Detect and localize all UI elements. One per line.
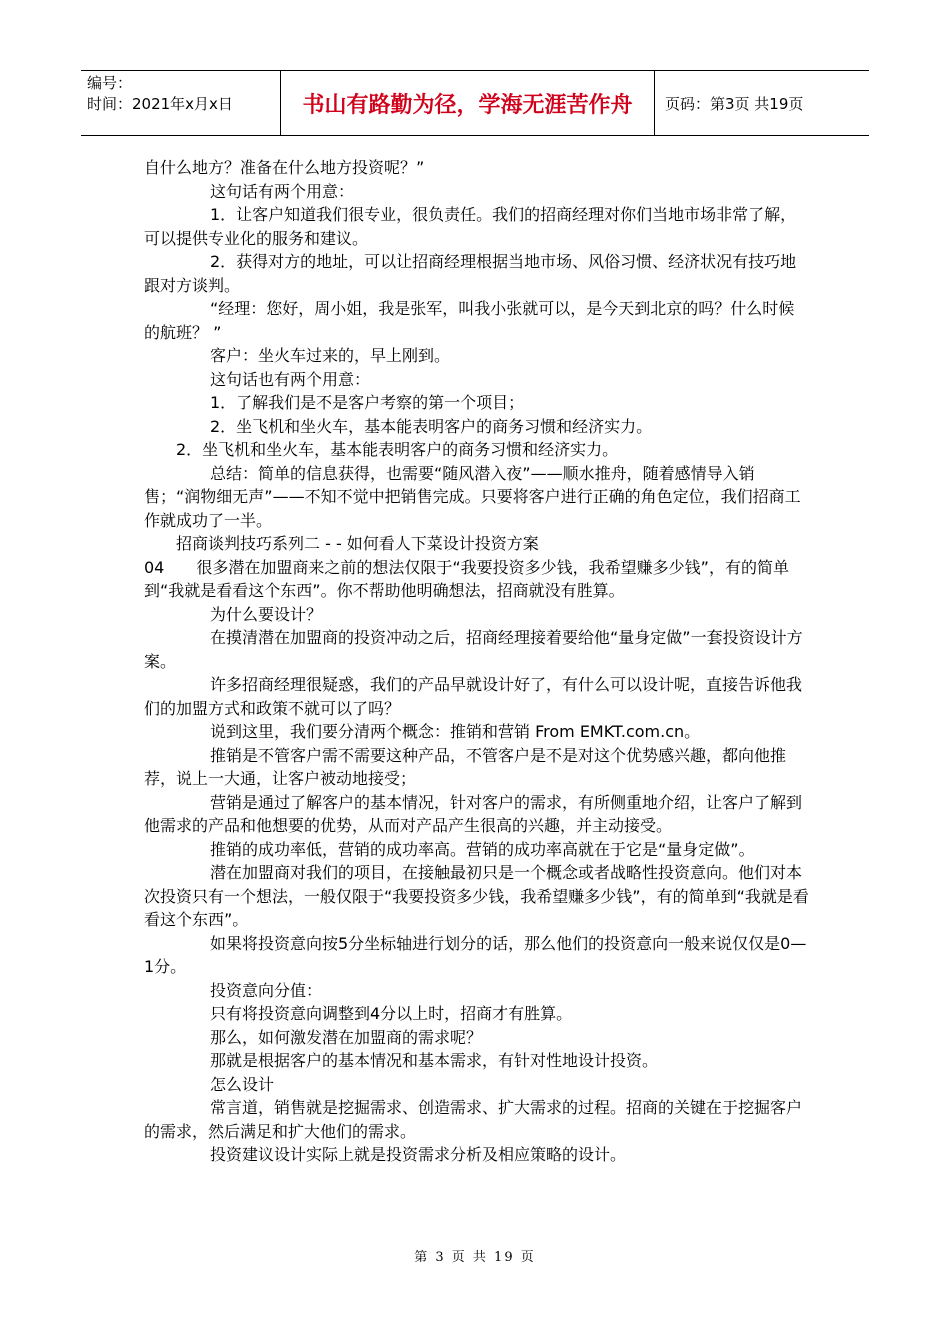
paragraph: 自什么地方？准备在什么地方投资呢？”: [144, 158, 425, 177]
header-meta: [81, 71, 281, 135]
number-label: 编号：: [87, 74, 133, 92]
paragraph: 投资建议设计实际上就是投资需求分析及相应策略的设计。: [210, 1145, 627, 1164]
paragraph: “经理：您好，周小姐，我是张军，叫我小张就可以，是今天到北京的吗？什么时候的航班？ ”: [144, 299, 795, 342]
paragraph: 2．坐飞机和坐火车，基本能表明客户的商务习惯和经济实力。: [176, 440, 619, 459]
paragraph: 常言道，销售就是挖掘需求、创造需求、扩大需求的过程。招商的关键在于挖掘客户的需求，然后满足和扩大他们的需求。: [144, 1098, 803, 1141]
paragraph: 投资意向分值：: [210, 980, 323, 1000]
paragraph: 在摸清潜在加盟商的投资冲动之后，招商经理接着要给他“量身定做”一套投资设计方案。: [144, 628, 803, 671]
paragraph: 这句话也有两个用意：: [210, 369, 371, 389]
paragraph: 说到这里，我们要分清两个概念：推销和营销 From EMKT.com.cn。: [210, 722, 701, 741]
paragraph: 1．了解我们是不是客户考察的第一个项目；: [210, 393, 525, 412]
time-label: 时间：2021年x月x日: [87, 95, 233, 113]
paragraph: 总结：简单的信息获得，也需要“随风潜入夜”——顺水推舟，随着感情导入销售；“润物细无声”——不知不觉中把销售完成。只要将客户进行正确的角色定位，我们招商工作就成功了一半。: [144, 463, 801, 530]
paragraph: 04 很多潜在加盟商来之前的想法仅限于“我要投资多少钱，我希望赚多少钱”，有的简单到“我就是看看这个东西”。你不帮助他明确想法，招商就没有胜算。: [144, 557, 789, 600]
header-motto: 书山有路勤为径，学海无涯苦作舟: [281, 71, 655, 135]
paragraph: 招商谈判技巧系列二 - - 如何看人下菜设计投资方案: [176, 534, 539, 553]
paragraph: 这句话有两个用意：: [210, 181, 355, 201]
paragraph: 只有将投资意向调整到4分以上时，招商才有胜算。: [210, 1004, 573, 1023]
paragraph: 2．坐飞机和坐火车，基本能表明客户的商务习惯和经济实力。: [210, 416, 653, 436]
paragraph: 为什么要设计？: [210, 604, 323, 624]
paragraph: 许多招商经理很疑惑，我们的产品早就设计好了，有什么可以设计呢，直接告诉他我们的加盟方式和政策不就可以了吗？: [144, 675, 803, 718]
paragraph: 2．获得对方的地址，可以让招商经理根据当地市场、风俗习惯、经济状况有技巧地跟对方谈判。: [144, 252, 797, 295]
paragraph: 那就是根据客户的基本情况和基本需求，有针对性地设计投资。: [210, 1051, 659, 1070]
paragraph: 客户：坐火车过来的，早上刚到。: [210, 346, 451, 365]
paragraph: 推销是不管客户需不需要这种产品，不管客户是不是对这个优势感兴趣，都向他推荐，说上一大通，让客户被动地接受；: [144, 745, 787, 788]
document-body: [144, 156, 810, 1167]
paragraph: 如果将投资意向按5分坐标轴进行划分的话，那么他们的投资意向一般来说仅仅是0—1分。: [144, 933, 807, 976]
header-page-code: 页码：第3页 共19页: [665, 94, 804, 113]
paragraph: 营销是通过了解客户的基本情况，针对客户的需求，有所侧重地介绍，让客户了解到他需求的产品和他想要的优势，从而对产品产生很高的兴趣，并主动接受。: [144, 792, 803, 835]
paragraph: 推销的成功率低，营销的成功率高。营销的成功率高就在于它是“量身定做”。: [210, 839, 755, 859]
paragraph: 怎么设计: [210, 1074, 275, 1094]
page-header: [81, 70, 869, 136]
paragraph: 潜在加盟商对我们的项目，在接触最初只是一个概念或者战略性投资意向。他们对本次投资只有一个想法，一般仅限于“我要投资多少钱，我希望赚多少钱”，有的简单到“我就是看看这个东西”。: [144, 863, 809, 929]
paragraph: 1．让客户知道我们很专业，很负责任。我们的招商经理对你们当地市场非常了解，可以提供专业化的服务和建议。: [144, 205, 797, 248]
paragraph: 那么，如何激发潜在加盟商的需求呢？: [210, 1027, 483, 1047]
page-footer: 第 3 页 共 19 页: [414, 1250, 536, 1265]
